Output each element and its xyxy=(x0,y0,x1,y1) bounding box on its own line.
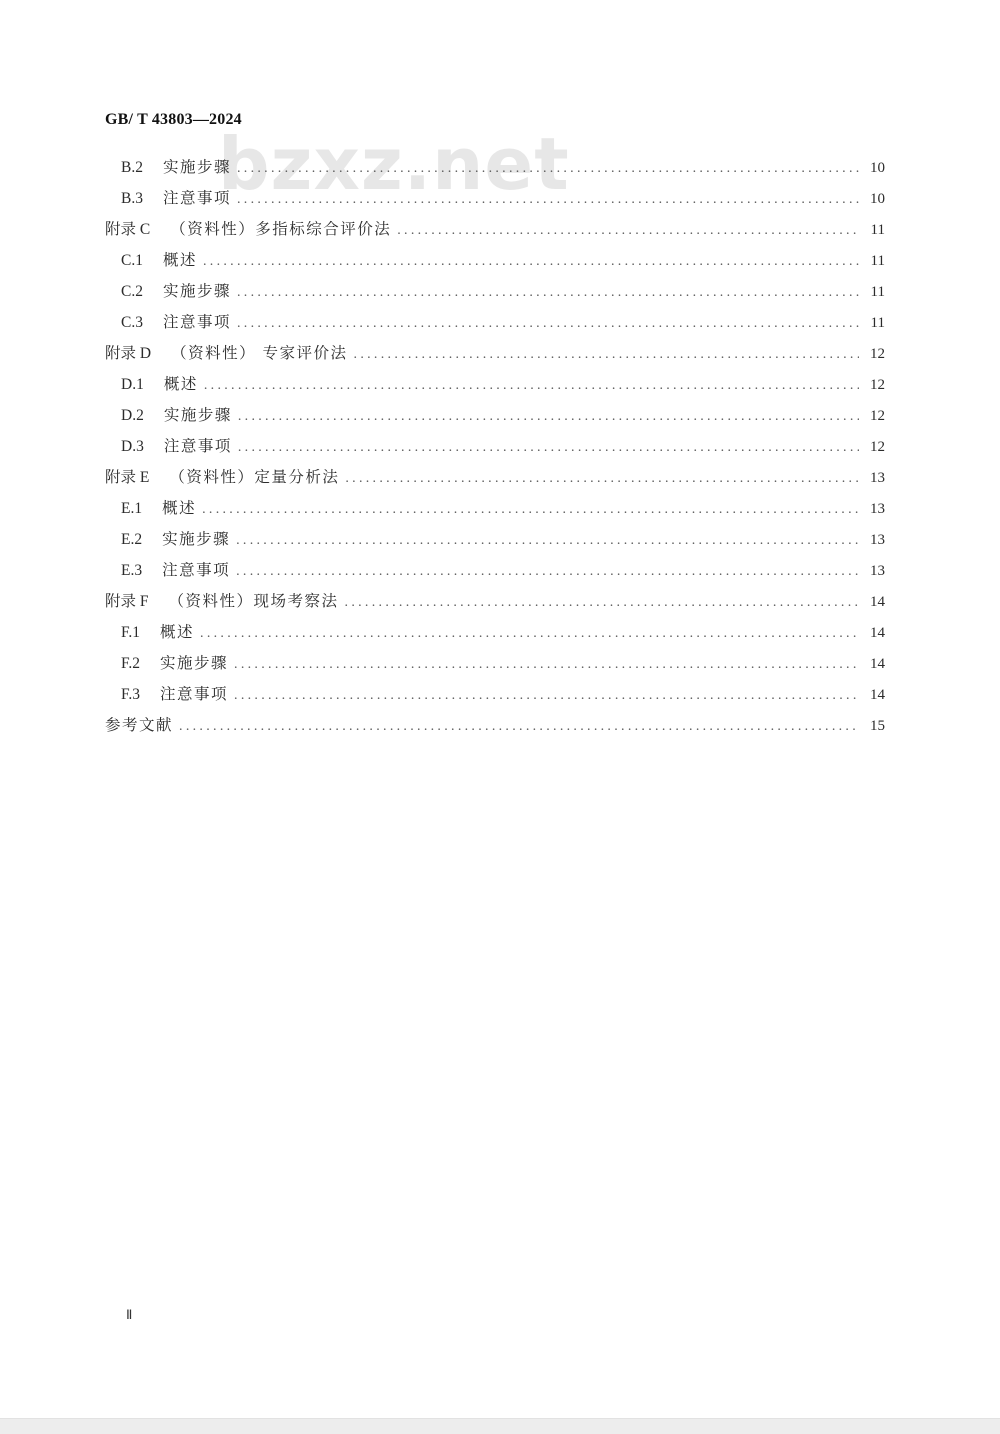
toc-entry[interactable] xyxy=(105,586,885,617)
toc-entry[interactable] xyxy=(105,524,885,555)
toc-entry-title: 参考文献 xyxy=(105,716,174,734)
toc-entry-title: （资料性） 专家评价法 xyxy=(171,344,348,362)
toc-dot-leader xyxy=(237,308,859,339)
toc-entry[interactable] xyxy=(105,617,885,648)
toc-entry-number: 附录 D xyxy=(105,345,152,362)
toc-entry[interactable] xyxy=(105,183,885,214)
toc-entry[interactable] xyxy=(105,462,885,493)
toc-entry-number: C.1 xyxy=(121,252,143,269)
toc-entry[interactable] xyxy=(105,431,885,462)
toc-entry-title: 注意事项 xyxy=(162,189,231,207)
toc-entry-title: 注意事项 xyxy=(162,313,231,331)
toc-entry-page: 14 xyxy=(870,687,885,703)
toc-entry-page: 12 xyxy=(870,346,885,362)
toc-dot-leader xyxy=(237,153,859,184)
toc-entry-page: 12 xyxy=(870,377,885,393)
viewer-bottom-bar xyxy=(0,1418,1000,1434)
toc-entry-title: 实施步骤 xyxy=(162,530,231,548)
toc-entry-number: B.3 xyxy=(121,190,143,207)
toc-entry[interactable] xyxy=(105,245,885,276)
toc-entry[interactable] xyxy=(105,400,885,431)
toc-dot-leader xyxy=(234,680,859,711)
toc-dot-leader xyxy=(345,587,859,618)
toc-entry-number: D.2 xyxy=(121,407,144,424)
toc-entry[interactable] xyxy=(105,338,885,369)
toc-entry-page: 15 xyxy=(870,718,885,734)
toc-entry-title: 概述 xyxy=(163,375,198,393)
toc-entry-number: C.2 xyxy=(121,283,143,300)
toc-entry-title: （资料性）现场考察法 xyxy=(168,592,339,610)
toc-entry-number: F.3 xyxy=(121,686,141,703)
toc-entry-title: 实施步骤 xyxy=(162,282,231,300)
toc-entry-page: 13 xyxy=(870,532,885,548)
toc-dot-leader xyxy=(202,494,859,525)
toc-entry-title: 实施步骤 xyxy=(162,158,231,176)
toc-dot-leader xyxy=(238,401,859,432)
table-of-contents xyxy=(105,152,885,741)
toc-entry-number: C.3 xyxy=(121,314,143,331)
toc-dot-leader xyxy=(354,339,859,370)
toc-entry-number: E.3 xyxy=(121,562,143,579)
toc-entry-number: B.2 xyxy=(121,159,143,176)
toc-entry-page: 14 xyxy=(870,656,885,672)
toc-entry[interactable] xyxy=(105,152,885,183)
toc-entry[interactable] xyxy=(105,710,885,741)
toc-entry-title: （资料性）定量分析法 xyxy=(169,468,340,486)
toc-dot-leader xyxy=(236,556,859,587)
toc-dot-leader xyxy=(238,432,859,463)
toc-entry-page: 11 xyxy=(870,284,885,300)
toc-entry-title: 注意事项 xyxy=(160,685,229,703)
toc-entry[interactable] xyxy=(105,276,885,307)
toc-entry[interactable] xyxy=(105,307,885,338)
toc-entry-title: 注意事项 xyxy=(162,561,231,579)
toc-entry-page: 13 xyxy=(870,470,885,486)
toc-entry-number: D.1 xyxy=(121,376,144,393)
toc-entry-title: 实施步骤 xyxy=(163,406,232,424)
toc-entry-page: 12 xyxy=(870,439,885,455)
toc-entry-title: 概述 xyxy=(162,499,197,517)
toc-entry-page: 12 xyxy=(870,408,885,424)
standard-number-header: GB/ T 43803—2024 xyxy=(105,111,242,128)
toc-entry-page: 10 xyxy=(870,160,885,176)
watermark-logo: bzxz.net xyxy=(218,122,570,206)
toc-entry-number: D.3 xyxy=(121,438,144,455)
toc-entry-number: F.2 xyxy=(121,655,141,672)
toc-entry[interactable] xyxy=(105,648,885,679)
toc-entry-title: 注意事项 xyxy=(163,437,232,455)
toc-dot-leader xyxy=(234,649,859,680)
toc-dot-leader xyxy=(345,463,859,494)
toc-entry-page: 10 xyxy=(870,191,885,207)
toc-dot-leader xyxy=(237,184,859,215)
toc-entry-title: 概述 xyxy=(162,251,197,269)
toc-entry[interactable] xyxy=(105,679,885,710)
toc-entry-number: E.2 xyxy=(121,531,143,548)
page-number: Ⅱ xyxy=(126,1307,133,1322)
toc-entry-page: 11 xyxy=(870,222,885,238)
toc-entry[interactable] xyxy=(105,493,885,524)
toc-entry-title: （资料性）多指标综合评价法 xyxy=(170,220,392,238)
toc-dot-leader xyxy=(397,215,859,246)
toc-entry[interactable] xyxy=(105,555,885,586)
toc-entry-page: 14 xyxy=(870,594,885,610)
toc-dot-leader xyxy=(237,277,859,308)
toc-entry-number: E.1 xyxy=(121,500,143,517)
toc-entry[interactable] xyxy=(105,214,885,245)
toc-entry-page: 14 xyxy=(870,625,885,641)
toc-entry-page: 11 xyxy=(870,315,885,331)
toc-entry-number: 附录 C xyxy=(105,221,151,238)
toc-entry-number: 附录 E xyxy=(105,469,150,486)
toc-dot-leader xyxy=(203,246,859,277)
toc-entry-page: 13 xyxy=(870,563,885,579)
toc-entry-page: 13 xyxy=(870,501,885,517)
toc-entry-number: F.1 xyxy=(121,624,141,641)
toc-entry[interactable] xyxy=(105,369,885,400)
toc-dot-leader xyxy=(204,370,859,401)
toc-dot-leader xyxy=(236,525,859,556)
toc-dot-leader xyxy=(179,711,859,742)
toc-entry-number: 附录 F xyxy=(105,593,149,610)
toc-dot-leader xyxy=(200,618,859,649)
toc-entry-title: 概述 xyxy=(160,623,195,641)
toc-entry-page: 11 xyxy=(870,253,885,269)
toc-entry-title: 实施步骤 xyxy=(160,654,229,672)
